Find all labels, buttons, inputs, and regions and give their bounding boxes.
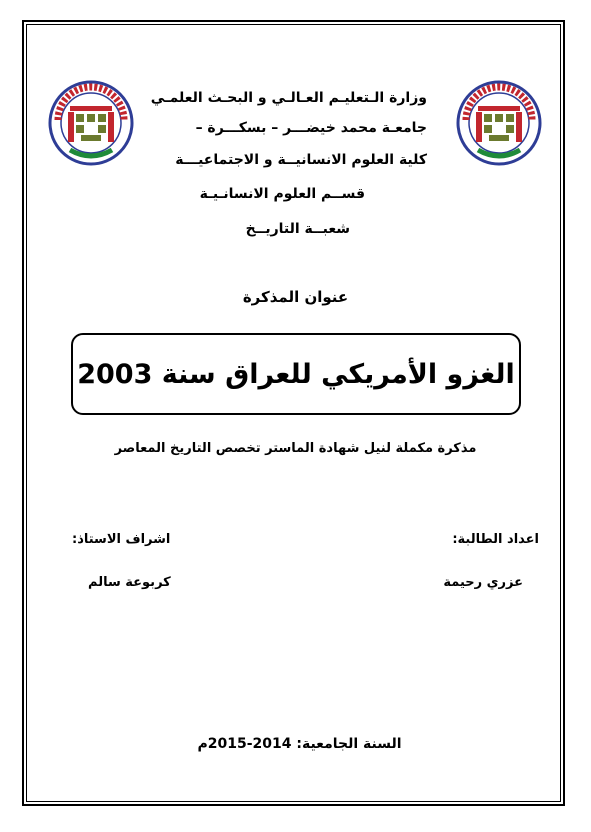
university-line: جامعـة محمد خيضـــر – بسكـــرة – <box>195 120 427 136</box>
academic-year: السنة الجامعية: 2014-2015م <box>197 736 402 752</box>
ministry-line: وزارة الـتعليـم العـالـي و البحـث العلمـي <box>150 90 427 106</box>
memo-heading: عنوان المذكرة <box>242 288 349 306</box>
branch-line: شعبــة التاريــخ <box>245 221 350 237</box>
faculty-line: كلية العلوم الانسانيــة و الاجتماعيـــة <box>175 152 427 168</box>
university-logo-right <box>456 80 542 166</box>
supervisor-name: كربوعة سالم <box>88 575 171 590</box>
student-label: اعداد الطالبة: <box>452 532 539 547</box>
student-name: عزري رحيمة <box>443 575 523 590</box>
university-logo-left <box>48 80 134 166</box>
thesis-subtitle: مذكرة مكملة لنيل شهادة الماستر تخصص التاريخ المعاصر <box>114 441 477 456</box>
thesis-title: الغزو الأمريكي للعراق سنة 2003 <box>77 358 515 390</box>
thesis-title-box <box>71 333 521 415</box>
supervisor-label: اشراف الاستاذ: <box>72 532 171 547</box>
department-line: قســم العلوم الانسانـيـة <box>199 186 365 202</box>
